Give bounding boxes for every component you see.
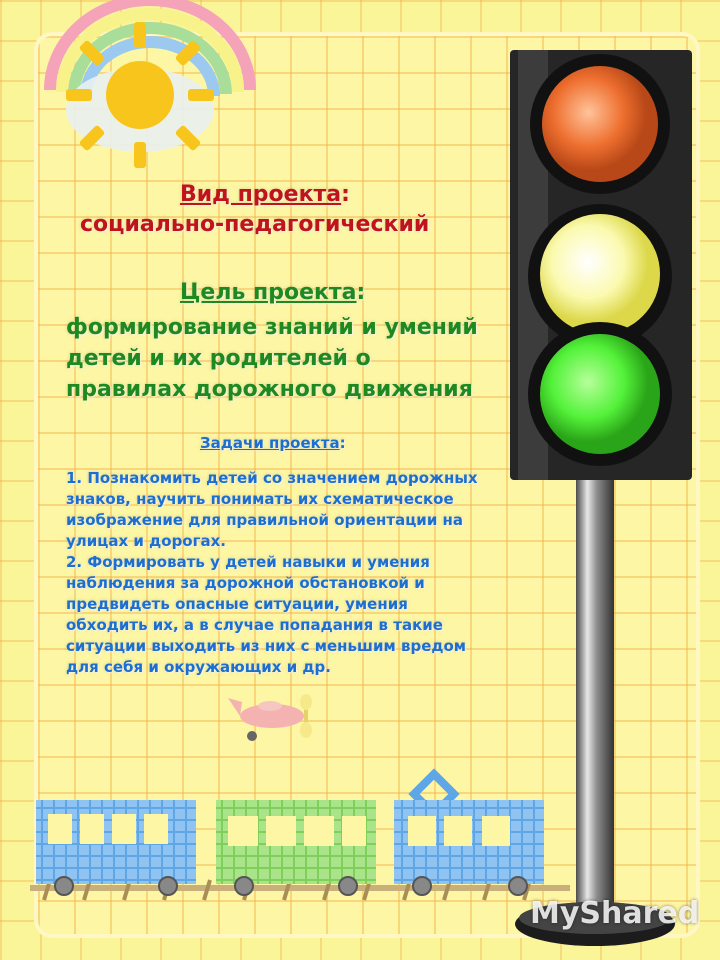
goal-heading: Цель проекта: (180, 280, 366, 305)
project-type-heading: Вид проекта: (180, 182, 350, 207)
tasks-line: наблюдения за дорожной обстановкой и (66, 574, 425, 592)
tasks-line: обходить их, а в случае попадания в такие (66, 616, 443, 634)
red-light-icon (542, 66, 658, 182)
sun-icon (106, 61, 174, 129)
goal-line: формирование знаний и умений (66, 315, 478, 340)
green-light-icon (540, 334, 660, 454)
tasks-line: 1. Познакомить детей со значением дорожных (66, 469, 478, 487)
goal-label: Цель проекта (180, 280, 357, 305)
goal-line: детей и их родителей о (66, 346, 371, 371)
tasks-line: знаков, научить понимать их схематическое (66, 490, 454, 508)
project-type-value: социально-педагогический (80, 212, 430, 237)
tasks-line: предвидеть опасные ситуации, умения (66, 595, 408, 613)
tasks-line: улицах и дорогах. (66, 532, 226, 550)
rainbow-sun-illustration (30, 0, 270, 180)
tasks-label: Задачи проекта (200, 434, 340, 452)
yellow-light-icon (540, 214, 660, 334)
watermark: MyShared (530, 896, 700, 931)
tasks-heading: Задачи проекта: (200, 434, 346, 452)
goal-text (66, 312, 478, 405)
tasks-line: 2. Формировать у детей навыки и умения (66, 553, 430, 571)
project-type-label: Вид проекта (180, 182, 342, 207)
tram-train-illustration (30, 760, 570, 910)
goal-line: правилах дорожного движения (66, 377, 473, 402)
tasks-line: изображение для правильной ориентации на (66, 511, 464, 529)
tasks-line: для себя и окружающих и др. (66, 658, 331, 676)
tasks-line: ситуации выходить из них с меньшим вредом (66, 637, 467, 655)
tasks-text (66, 468, 506, 678)
airplane-icon (222, 688, 332, 748)
